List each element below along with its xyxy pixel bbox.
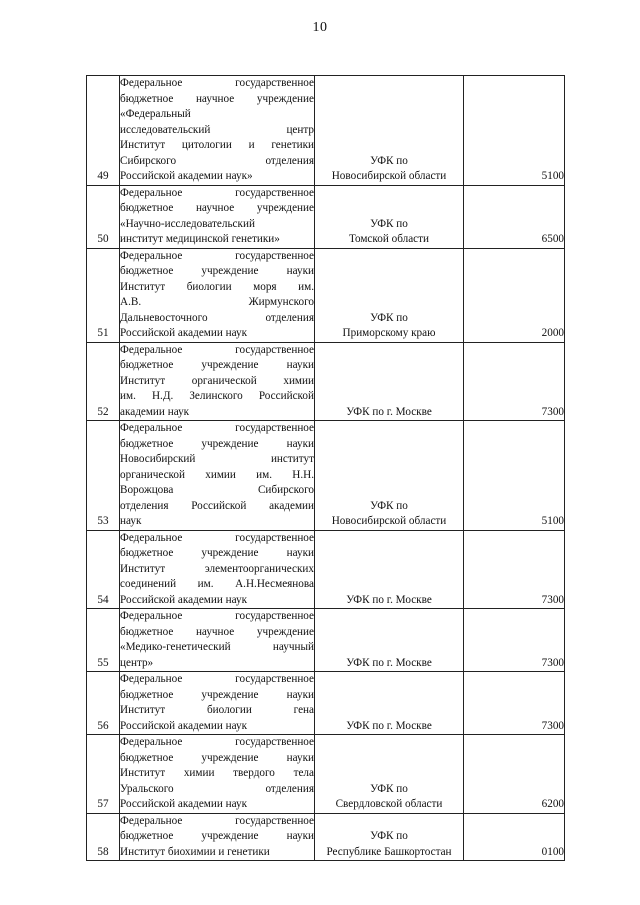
treasury-office-line: УФК по [370, 311, 408, 324]
institution-name-line: Федеральное государственное [120, 249, 314, 262]
page-number: 10 [312, 20, 328, 35]
institution-name-line: Институт биологии гена [120, 704, 314, 716]
row-number: 49 [87, 76, 120, 186]
institution-name-line: бюджетное учреждение науки [120, 359, 314, 371]
institution-name-line: «Федеральный [120, 108, 191, 120]
institution-name [120, 530, 315, 609]
institution-name-line: Федеральное государственное [120, 610, 314, 622]
table-row [87, 813, 565, 861]
table-row [87, 185, 565, 248]
institution-name [120, 421, 315, 531]
row-number: 54 [87, 530, 120, 609]
treasury-office-line: УФК по [370, 154, 408, 167]
row-number: 53 [87, 421, 120, 531]
institution-name-line: Институт химии твердого тела [120, 767, 314, 779]
institution-name-line: Институт биологии моря им. [120, 280, 314, 293]
institution-name-line: Федеральное государственное [120, 531, 314, 544]
institution-name-line: им. Н.Д. Зелинского Российской [120, 390, 314, 402]
institution-name-line: «Научно-исследовательский [120, 217, 255, 230]
treasury-office [315, 76, 464, 186]
institution-name-line: Российской академии наук [120, 719, 248, 732]
table-row [87, 735, 565, 814]
institution-name-line: Федеральное государственное [120, 77, 314, 89]
institution-name-line: бюджетное научное учреждение [120, 92, 314, 105]
institution-name-line: Российской академии наук» [120, 170, 253, 182]
treasury-office-line: УФК по г. Москве [346, 593, 432, 606]
institution-name [120, 342, 315, 421]
institution-name-line: Российской академии наук [120, 327, 248, 339]
institution-name-line: Ворожцова Сибирского [120, 484, 314, 496]
institution-name-line: бюджетное научное учреждение [120, 625, 314, 638]
treasury-office-line: Республике Башкортостан [326, 845, 452, 858]
table-body [87, 76, 565, 861]
treasury-office-line: УФК по г. Москве [346, 719, 432, 732]
table-row [87, 530, 565, 609]
institution-name-line: органической химии им. Н.Н. [120, 468, 314, 481]
institution-name-line: Институт цитологии и генетики [120, 139, 314, 151]
institution-name-line: исследовательский центр [120, 123, 314, 136]
row-number: 50 [87, 185, 120, 248]
table-row [87, 421, 565, 531]
region-code: 7300 [464, 609, 565, 672]
region-code: 5100 [464, 76, 565, 186]
table-row [87, 76, 565, 186]
region-code: 7300 [464, 530, 565, 609]
institution-name-line: Российской академии наук [120, 798, 248, 810]
institution-name-line: бюджетное учреждение науки [120, 437, 314, 450]
institution-name [120, 185, 315, 248]
treasury-office [315, 421, 464, 531]
institution-name [120, 248, 315, 342]
institution-name [120, 76, 315, 186]
treasury-office-line: УФК по [370, 782, 408, 795]
institution-name-line: Федеральное государственное [120, 422, 314, 434]
region-code: 6200 [464, 735, 565, 814]
treasury-office-line: УФК по [370, 499, 408, 512]
institution-name-line: Федеральное государственное [120, 186, 314, 199]
treasury-office-line: УФК по [370, 830, 408, 842]
institution-name-line: Федеральное государственное [120, 673, 314, 685]
institution-name-line: бюджетное учреждение науки [120, 830, 314, 842]
table-row [87, 248, 565, 342]
region-code: 0100 [464, 813, 565, 861]
institution-name-line: наук [120, 515, 142, 527]
institution-name-line: бюджетное учреждение науки [120, 547, 314, 559]
institution-name-line: Российской академии наук [120, 593, 248, 606]
institution-name-line: Сибирского отделения [120, 154, 314, 167]
institution-name-line: Институт биохимии и генетики [120, 845, 270, 858]
institution-name-line: «Медико-генетический научный [120, 641, 314, 653]
institution-name-line: бюджетное учреждение науки [120, 688, 314, 701]
treasury-office-line: Новосибирской области [331, 170, 447, 182]
region-code: 7300 [464, 342, 565, 421]
treasury-office-line: Приморскому краю [342, 327, 436, 339]
row-number: 58 [87, 813, 120, 861]
treasury-office [315, 672, 464, 735]
row-number: 57 [87, 735, 120, 814]
institution-name-line: бюджетное учреждение науки [120, 265, 314, 277]
region-code: 7300 [464, 672, 565, 735]
treasury-office [315, 530, 464, 609]
institution-name-line: Институт элементоорганических [120, 562, 314, 575]
treasury-office [315, 185, 464, 248]
treasury-office [315, 735, 464, 814]
institution-name-line: Федеральное государственное [120, 814, 314, 827]
table-row [87, 672, 565, 735]
institution-name [120, 609, 315, 672]
table-row [87, 342, 565, 421]
institution-name-line: институт медицинской генетики» [120, 233, 280, 245]
institution-name-line: А.В. Жирмунского [120, 296, 314, 308]
institution-name-line: Дальневосточного отделения [120, 311, 314, 324]
row-number: 52 [87, 342, 120, 421]
row-number: 56 [87, 672, 120, 735]
institution-name-line: бюджетное учреждение науки [120, 751, 314, 764]
institutions-table [86, 75, 565, 861]
institution-name-line: академии наук [120, 405, 190, 418]
region-code: 5100 [464, 421, 565, 531]
treasury-office-line: УФК по г. Москве [346, 405, 432, 418]
row-number: 55 [87, 609, 120, 672]
row-number: 51 [87, 248, 120, 342]
treasury-office [315, 342, 464, 421]
treasury-office-line: Новосибирской области [331, 515, 447, 527]
treasury-office-line: УФК по [370, 217, 408, 230]
institution-name-line: Уральского отделения [120, 782, 314, 795]
institution-name-line: Федеральное государственное [120, 343, 314, 356]
institution-name-line: бюджетное научное учреждение [120, 202, 314, 214]
institution-name-line: Федеральное государственное [120, 736, 314, 748]
treasury-office-line: Свердловской области [335, 798, 443, 810]
region-code: 2000 [464, 248, 565, 342]
treasury-office-line: УФК по г. Москве [346, 656, 432, 669]
institution-name [120, 813, 315, 861]
institution-name [120, 735, 315, 814]
treasury-office [315, 813, 464, 861]
institution-name-line: Институт органической химии [120, 374, 314, 387]
table-row [87, 609, 565, 672]
institution-name-line: Новосибирский институт [120, 453, 314, 465]
region-code: 6500 [464, 185, 565, 248]
institution-name [120, 672, 315, 735]
treasury-office [315, 248, 464, 342]
treasury-office-line: Томской области [348, 233, 430, 245]
institution-name-line: отделения Российской академии [120, 499, 314, 512]
institution-name-line: соединений им. А.Н.Несмеянова [120, 578, 314, 590]
institution-name-line: центр» [120, 656, 154, 669]
treasury-office [315, 609, 464, 672]
